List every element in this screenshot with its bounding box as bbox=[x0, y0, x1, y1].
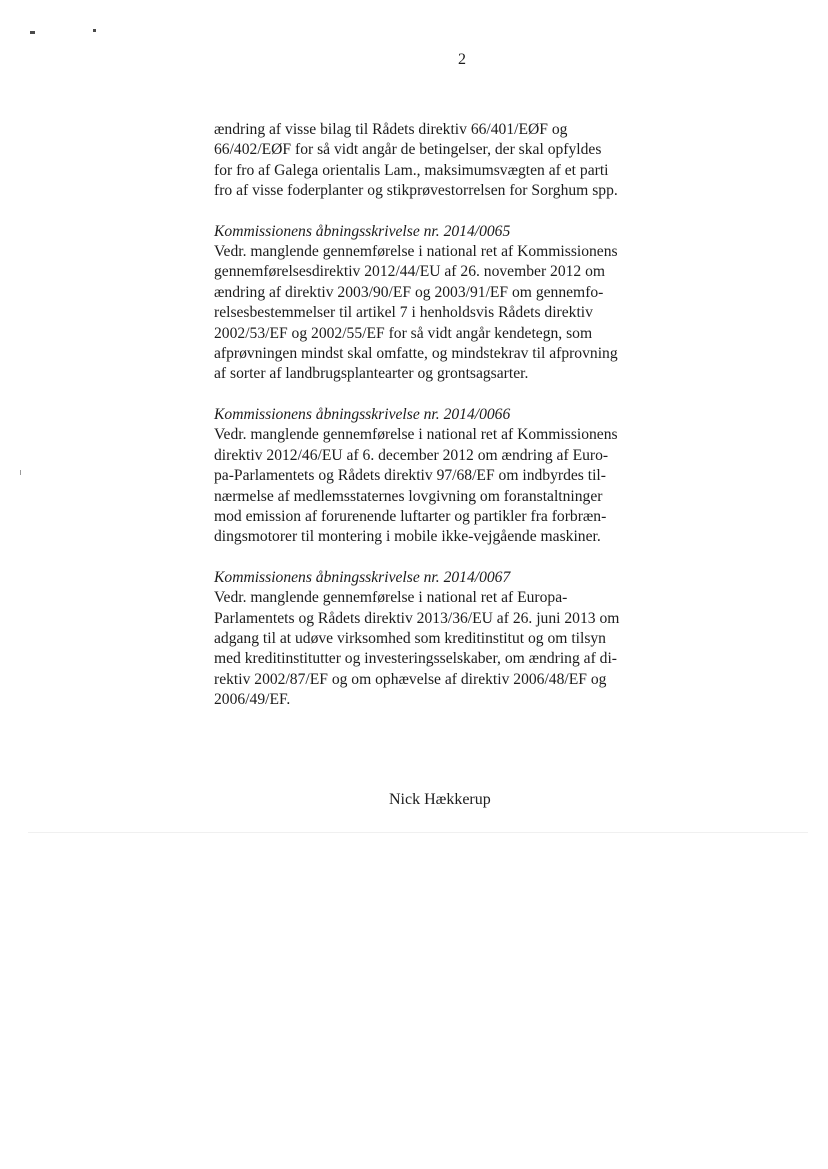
intro-paragraph bbox=[214, 120, 674, 202]
text-line: rektiv 2002/87/EF og om ophævelse af direktiv 2006/48/EF og bbox=[214, 670, 607, 688]
text-line: fro af visse foderplanter og stikprøvestorrelsen for Sorghum spp. bbox=[214, 182, 618, 200]
text-line: 2006/49/EF. bbox=[214, 691, 291, 709]
scan-fold-line bbox=[28, 832, 808, 833]
scan-speck bbox=[93, 29, 96, 32]
scan-speck bbox=[30, 31, 35, 34]
text-line: med kreditinstitutter og investeringsselskaber, om ændring af di- bbox=[214, 650, 618, 668]
scan-speck bbox=[20, 470, 21, 475]
section-2014-0066 bbox=[214, 405, 674, 548]
text-line: adgang til at udøve virksomhed som kreditinstitut og om tilsyn bbox=[214, 629, 606, 647]
text-line: af sorter af landbrugsplantearter og grontsagsarter. bbox=[214, 365, 529, 383]
text-line: 66/402/EØF for så vidt angår de betingelser, der skal opfyldes bbox=[214, 141, 602, 159]
section-heading: Kommissionens åbningsskrivelse nr. 2014/0065 bbox=[214, 222, 511, 240]
text-line: pa-Parlamentets og Rådets direktiv 97/68/EF om indbyrdes til- bbox=[214, 467, 606, 485]
text-line: 2002/53/EF og 2002/55/EF for så vidt angår kendetegn, som bbox=[214, 324, 593, 342]
section-heading: Kommissionens åbningsskrivelse nr. 2014/0066 bbox=[214, 405, 511, 423]
page-number: 2 bbox=[458, 51, 466, 68]
text-line: Vedr. manglende gennemførelse i national ret af Europa- bbox=[214, 589, 568, 607]
signature-name: Nick Hækkerup bbox=[389, 791, 491, 808]
text-line: Vedr. manglende gennemførelse i national ret af Kommissionens bbox=[214, 426, 618, 444]
section-2014-0067 bbox=[214, 568, 674, 711]
text-line: for fro af Galega orientalis Lam., maksimumsvægten af et parti bbox=[214, 161, 609, 179]
text-line: direktiv 2012/46/EU af 6. december 2012 om ændring af Euro- bbox=[214, 446, 609, 464]
text-line: Vedr. manglende gennemførelse i national ret af Kommissionens bbox=[214, 243, 618, 261]
text-line: relsesbestemmelser til artikel 7 i henholdsvis Rådets direktiv bbox=[214, 304, 593, 322]
text-line: afprøvningen mindst skal omfatte, og mindstekrav til afprovning bbox=[214, 345, 618, 363]
text-line: nærmelse af medlemsstaternes lovgivning om foranstaltninger bbox=[214, 487, 603, 505]
text-line: dingsmotorer til montering i mobile ikke-vejgående maskiner. bbox=[214, 528, 601, 546]
text-line: mod emission af forurenende luftarter og partikler fra forbræn- bbox=[214, 507, 607, 525]
section-heading: Kommissionens åbningsskrivelse nr. 2014/0067 bbox=[214, 568, 511, 586]
text-line: ændring af direktiv 2003/90/EF og 2003/91/EF om gennemfo- bbox=[214, 283, 604, 301]
text-line: ændring af visse bilag til Rådets direktiv 66/401/EØF og bbox=[214, 121, 568, 138]
document-body bbox=[214, 120, 674, 731]
section-2014-0065 bbox=[214, 222, 674, 385]
text-line: Parlamentets og Rådets direktiv 2013/36/EU af 26. juni 2013 om bbox=[214, 609, 620, 627]
text-line: gennemførelsesdirektiv 2012/44/EU af 26. november 2012 om bbox=[214, 263, 606, 281]
